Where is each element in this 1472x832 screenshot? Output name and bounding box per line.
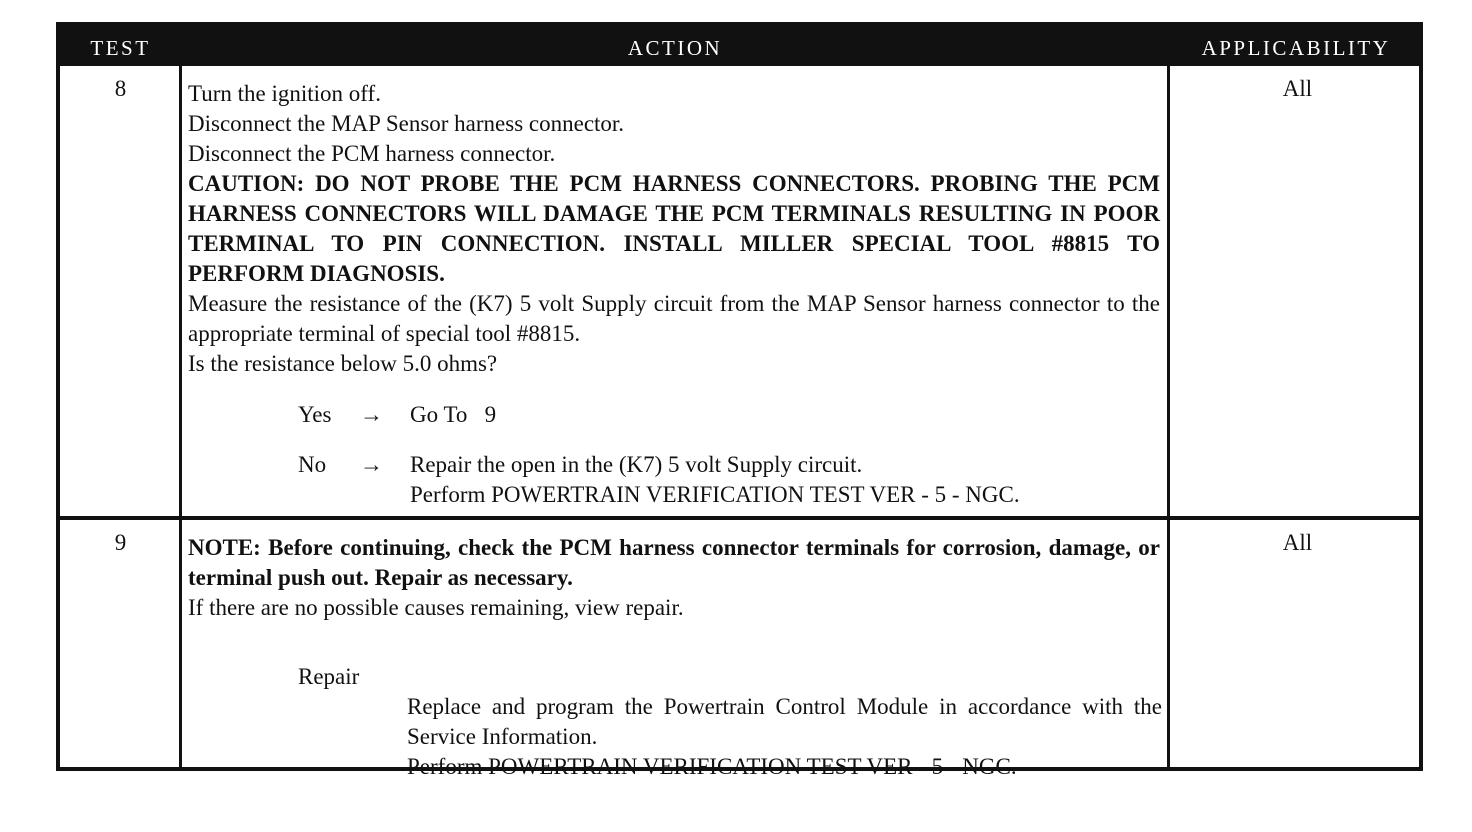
table-header — [60, 26, 1419, 66]
action-line: If there are no possible causes remaining, view repair. — [188, 595, 684, 620]
diagnostic-table — [56, 22, 1423, 779]
caution-text: CAUTION: DO NOT PROBE THE PCM HARNESS CONNECTORS. PROBING THE PCM HARNESS CONNECTORS WILL DAMAGE THE PCM TERMINALS RESULTING IN POOR TERMINAL TO PIN CONNECTION. INSTALL MILLER SPECIAL TOOL #8815 TO PERFORM DIAGNOSIS. — [188, 171, 1160, 286]
action-cell — [188, 79, 1160, 379]
yes-text: Go To 9 — [410, 402, 497, 427]
action-cell — [188, 533, 1160, 623]
table-row — [60, 66, 1419, 516]
note-text: NOTE: Before continuing, check the PCM harness connector terminals for corrosion, damage, or terminal push out. Repair as necessary. — [188, 535, 1160, 590]
action-line: Turn the ignition off. — [188, 81, 381, 106]
no-label: No — [298, 452, 327, 477]
arrow-right-icon: → — [360, 402, 383, 427]
repair-label: Repair — [298, 664, 360, 689]
repair-perform-text: Perform POWERTRAIN VERIFICATION TEST VER - 5 - NGC. — [407, 754, 1017, 779]
test-number: 9 — [114, 530, 127, 555]
applicability-value: All — [1282, 530, 1313, 555]
header-test: TEST — [90, 36, 151, 60]
measure-text: Measure the resistance of the (K7) 5 volt Supply circuit from the MAP Sensor harness connector to the appropriate terminal of special tool #8815. — [188, 291, 1160, 346]
action-line: Disconnect the MAP Sensor harness connector. — [188, 111, 625, 136]
repair-instructions: Replace and program the Powertrain Control Module in accordance with the Service Information. — [407, 694, 1162, 749]
test-number: 8 — [114, 76, 127, 101]
question-text: Is the resistance below 5.0 ohms? — [188, 351, 498, 376]
no-text: Repair the open in the (K7) 5 volt Supply circuit. — [410, 452, 863, 477]
applicability-value: All — [1282, 76, 1313, 101]
yes-label: Yes — [298, 402, 332, 427]
repair-text — [407, 692, 1162, 782]
header-applicability: APPLICABILITY — [1201, 36, 1391, 60]
arrow-right-icon: → — [360, 452, 383, 477]
header-action: ACTION — [627, 36, 723, 60]
no-perform-text: Perform POWERTRAIN VERIFICATION TEST VER - 5 - NGC. — [410, 482, 1020, 507]
action-line: Disconnect the PCM harness connector. — [188, 141, 556, 166]
table-row — [60, 520, 1419, 779]
